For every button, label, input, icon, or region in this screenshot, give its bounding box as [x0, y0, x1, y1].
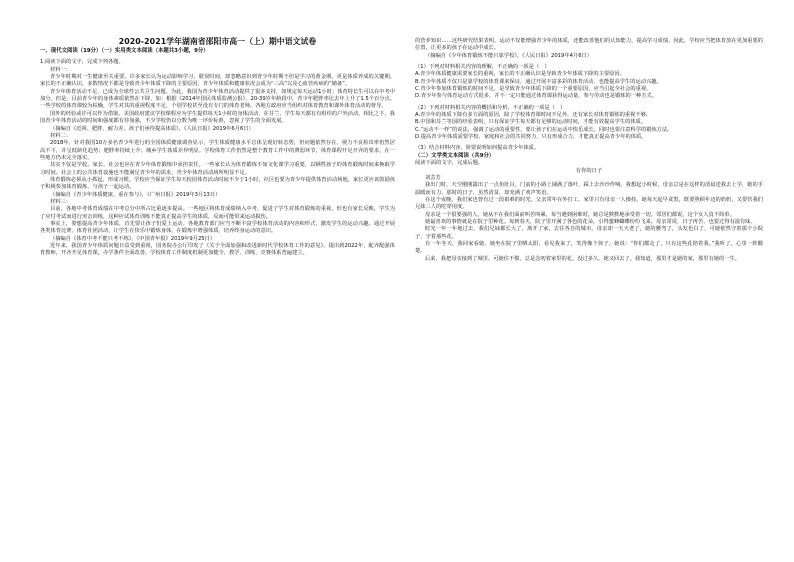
source-note: （摘编自《少年体育锻炼不能只靠学校》，《人民日报》2019年4月6日）	[425, 52, 593, 59]
section-heading: （二）文学类文本阅读（共9分）	[415, 152, 495, 159]
option-a: A.青少年体质健康需要家长的重视，家长的不正确认识是导致青少年体质下降的主要原因。	[415, 71, 625, 78]
story-title: 有你的日子	[575, 167, 603, 174]
left-column	[40, 48, 395, 258]
option-b: B.中国和芬兰等国的经验表明，只有保证学生每天都有足够的运动时间，才能有效提高学生的体质。	[415, 119, 647, 126]
paragraph: 我出门时，天空刚刚露出了一点鱼肚白。门前的小路上铺满了落叶，踩上去沙沙作响。我想起小时候，母亲总是在这样的清晨送我去上学，她的手温暖而有力。那时的日子，虽然清贫，却充满了欢声笑语。	[415, 182, 763, 196]
paragraph: 事实上，要想提高青少年体质，首先要让孩子们爱上运动。各地教育部门应当不断丰富学校体育活动的内容和形式，激发学生的运动兴趣。通过开展各类体育比赛、体育社团活动，让学生在快乐中锻炼身体，在锻炼中增强体质，培养终身运动的意识。	[40, 220, 395, 235]
paragraph: 目前，各地中考体育成绩在中考总分中所占比重逐步提高。一些地区将体育成绩纳入中考，促进了学生对体育锻炼的重视。但也有家长反映，学生为了应付考试而进行突击训练，这种应试体育训练不能真正提高学生的体质，反而可能带来运动损伤。	[40, 206, 395, 220]
paragraph: 体育锻炼必须从小抓起，形成习惯。学校应当保证学生每天校园体育活动时间不少于1小时，社区也要为青少年提供体育活动场地，家长更应该鼓励孩子积极参加体育锻炼，与孩子一起运动。	[40, 176, 395, 191]
paragraph: 的营养知识……这些研究结果表明，运动不仅能增强青少年的体质，还能改善他们的认知能力，提高学习成绩。因此，学校应当把体育放在更加重要的位置，让更多的孩子在运动中成长。	[415, 38, 763, 52]
paragraph: 2018年，针对我国10万多名青少年进行的全国体质健康调查显示，学生体质健康水平总体呈现好转态势，但问题依然存在。视力不良检出率仍然居高不下，并呈低龄化趋势；肥胖率持续上升；城乡学生体质差异明显。学校体育工作仍然是整个教育工作中的薄弱环节，体育课程开足开齐的要求，在一些地方仍未完全落实。	[40, 140, 395, 161]
source-note: （摘编自《青少年体质健康，重在参与》，《广州日报》2019年3月13日）	[50, 191, 221, 198]
section-heading: 一、现代文阅读（19分）（一）实用类文本阅读（本题共3小题，9分）	[40, 48, 209, 54]
paragraph: 时光一年一年地过去，我们兄妹都长大了，离开了家，去往各自的城市。母亲却一天天老了，她的腰弯了，头发也白了，可她依然守着那个小院子，守着那些花。	[415, 226, 763, 240]
material-label: 材料三：	[50, 198, 71, 205]
instruction: 阅读下面的文字，完成后题。	[415, 160, 484, 167]
paragraph: 近年来，我国青少年体质问题日益受到重视，国务院办公厅印发了《关于全面加强和改进新时代学校体育工作的意见》，提出到2022年，配齐配强体育教师，开齐开足体育课，办学条件全面改善，学校体育工作制度机制更加健全，教学、训练、竞赛体系普遍建立。	[40, 243, 395, 257]
question-2: （2）下列对材料相关内容的概括和分析，不正确的一项是（ ）	[415, 104, 566, 111]
option-c: C.“运动不一样”的说法，强调了运动的重要性，要让孩子们在运动中快乐成长，同时也要注意科学的锻炼方法。	[415, 126, 673, 133]
paragraph: 在这个夜晚，我们家也曾有过一段艰难的时光。父亲常年在外打工，家里只有母亲一人操持。她每天起早贪黑，既要照顾年迈的奶奶，又要管我们兄妹三人的吃穿用度。	[415, 196, 763, 211]
paragraph: 后来，我把母亲接到了城里。可她住不惯，总是念叨着家里的花。没过多久，她又回去了。我知道，那里才是她的家，那里有她的一生。	[425, 255, 740, 262]
material-label: 材料二：	[50, 132, 71, 139]
option-c: C.青少年参加体育锻炼的时间不足，是导致青少年体质下降的一个重要原因，应当引起全社会的重视。	[415, 86, 652, 93]
material-label: 材料一：	[50, 66, 71, 73]
exam-title: 2020-2021学年湖南省邵阳市高一（上）期中语文试卷	[118, 37, 317, 46]
option-d: D.提高青少年体质需要学校、家庭和社会的共同努力，只有形成合力，才能真正提高青少年的体质。	[415, 134, 647, 141]
option-b: B.青少年体质不仅只是靠学校的体育课来保证，通过开展丰富多彩的体育活动，也能提高学生的运动兴趣。	[415, 78, 662, 85]
option-d: D.青少年参与体育运动方式很多，并不一定只能通过体育课获得运动量，参与劳动也是锻炼的一种方式。	[415, 93, 657, 100]
option-a: A.青少年的体质下降有多方面的原因，除了学校体育课时间不足外，还有家长对体育锻炼的重视不够。	[415, 112, 652, 119]
question-3: （3）结合材料内容，简要说明如何提高青少年体质。	[415, 145, 540, 152]
right-column	[415, 38, 763, 263]
paragraph: 国外的经验或许可以作为借鉴。美国政府建议学校课程应为学生提供每天1小时的身体活动，在芬兰，学生每天都有有组织的户外活动。相比之下，我国青少年体育活动的时间和强度都有待加强，不少学校仍以分数为唯一评价标准，忽视了学生的全面发展。	[40, 110, 395, 125]
question-1: （1）下列对材料相关内容的理解，不正确的一项是（ ）	[415, 64, 550, 71]
paragraph: 母亲是一个很要强的人。她从不在我们面前叫苦叫累，每当遇到困难时，她总是默默地承受着一切。邻居们都说，这个女人真不简单。	[425, 211, 735, 218]
paragraph: 青少年体育活动不足，已成为全球性公共卫生问题。为此，我国为青少年体育活动提供了很多支持，如规定每天运动1小时；体育特长生可以在中考中加分。但是，目前青少年的身体素质依然在下降，如：根据《2014年国民体质监测公报》，20-39岁年龄段中，青少年肥胖率比去年上升了1.5个百分点。一些学校的体育课较为枯燥，学生对其的重视程度不足，个别学校甚至没有专门的体育老师。各地方政府应当组织对体育教育和课外体育活动的督导。	[40, 88, 395, 110]
paragraph: 有一年冬天，我回家看她。她坐在院子里晒太阳，看见我来了，笑得像个孩子。她说：“你们都走了，只有这些花陪着我。”我听了，心里一阵酸楚。	[415, 241, 763, 255]
paragraph: 青少年时期对一生健康至关重要。许多家长认为运动影响学习，耽误时间，却忽略意识到青少年时期不但是学习的黄金期，更是体质养成的关键期。家长的不正确认识，多数情况下都是导致青少年体质下降的主要原因，青少年体质和健康状况会成为“三高”以及心血管疾病的“储备”。	[40, 74, 395, 88]
story-author: 刘芸芳	[425, 174, 441, 181]
paragraph: 她最喜欢的事情就是在院子里种花。每到春天，院子里开满了各色的花朵，引得蜜蜂蝴蝶纷纷飞来。母亲常说，日子再苦，也要过得有滋有味。	[425, 218, 756, 225]
source-note: （摘编自《近视、肥胖、耐力差，孩子们亟待提高体质》，《人民日报》2019年6月6日）	[50, 125, 254, 132]
instruction: 1.阅读下面的文字，完成下列各题。	[40, 59, 124, 66]
source-note: （摘编自《体育中考不能只考不练》，《中国青年报》2019年9月25日）	[50, 235, 216, 242]
paragraph: 其实不仅是学校，家长、社会也应在青少年体育锻炼中承担责任。一些家长认为体育锻炼不如文化课学习重要，以牺牲孩子的体育锻炼时间来换取学习时间。社会上的公共体育设施也不能满足青少年的需求，青少年体育活动场所明显不足。	[40, 162, 395, 176]
